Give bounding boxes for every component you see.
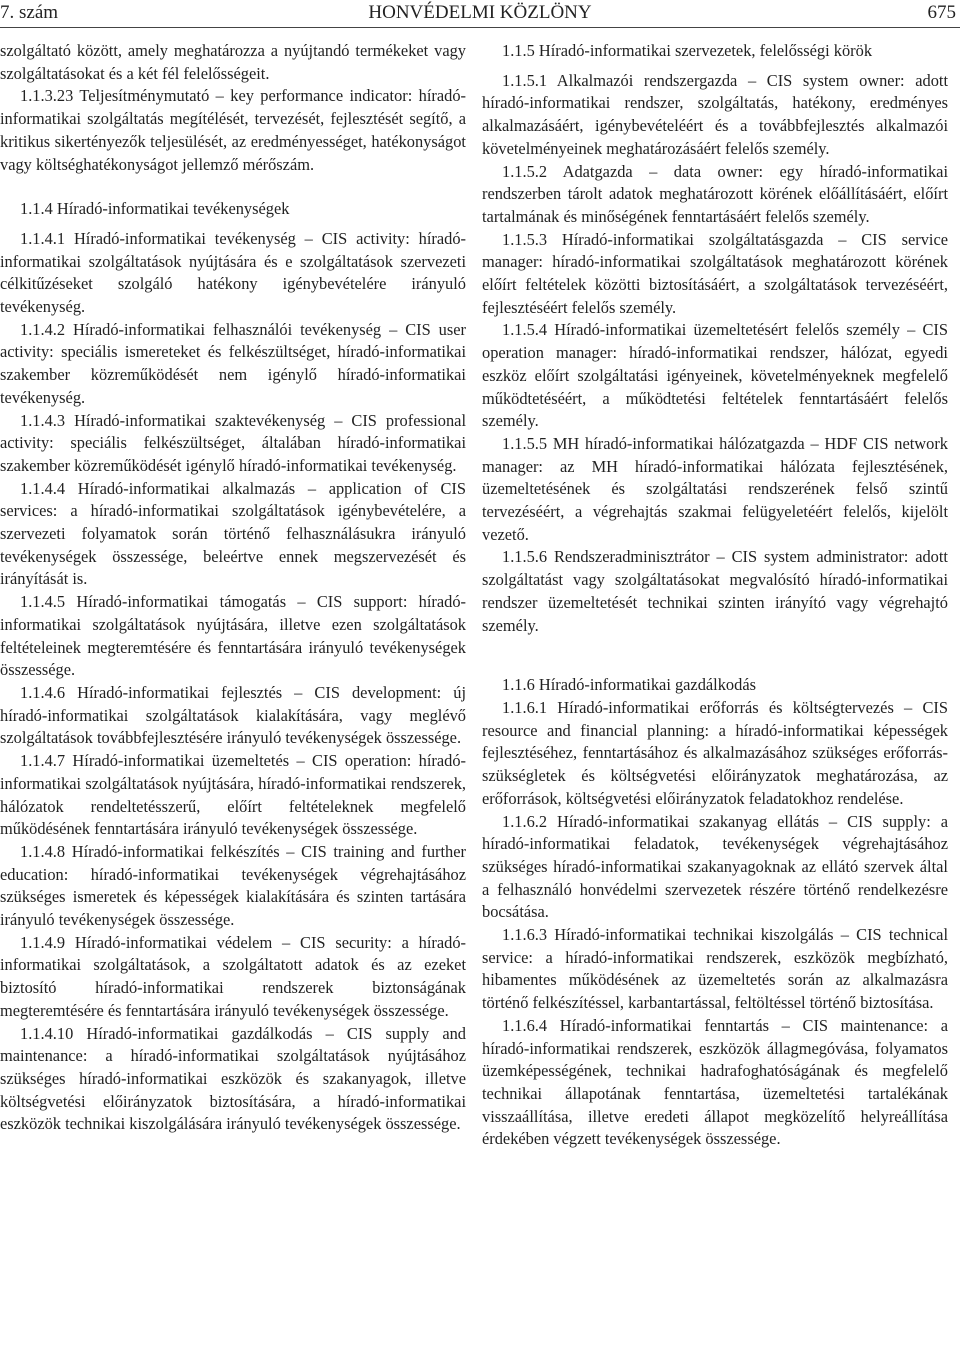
paragraph-1-1-5-4: 1.1.5.4 Híradó-informatikai üzemeltetésért felelős személy – CIS operation manager: híradó-informatikai rendszer, hálózat, egyedi eszköz előírt szolgáltatási igényeinek, követelményeknek megfelelő működtetéséért, a működtetési feltételek fenntartásáért felelős személy. [482,320,948,431]
section-heading-1-1-5: 1.1.5 Híradó-informatikai szervezetek, felelősségi körök [502,41,873,60]
paragraph-1-1-4-7: 1.1.4.7 Híradó-informatikai üzemeltetés – CIS operation: híradó-informatikai szolgáltatások nyújtására, híradó-informatikai rendszerek, hálózatok rendeltetésszerű, előírt feltételeknek megfelelő működésének fenntartására irányuló tevékenységek összessége. [0,751,466,839]
paragraph-1-1-5-1: 1.1.5.1 Alkalmazói rendszergazda – CIS system owner: adott híradó-informatikai rendszer, szolgáltatás, hatékony, eredményes alkalmazásáért, igénybevételéért és a továbbfejlesztés alkalmazói követelményeinek meghatározásáért felelős személy. [482,70,948,158]
paragraph-1-1-4-3: 1.1.4.3 Híradó-informatikai szaktevékenység – CIS professional activity: speciális felkészültséget, általában híradó-informatikai szakember közreműködését igénylő híradó-informatikai tevékenység. [0,410,466,475]
publication-title: HONVÉDELMI KÖZLÖNY [368,2,592,23]
paragraph-1-1-4-5: 1.1.4.5 Híradó-informatikai támogatás – CIS support: híradó-informatikai szolgáltatások nyújtására, illetve ezen szolgáltatások feltételeinek megteremtésére és fenntartására irányuló tevékenységek összessége. [0,592,466,680]
left-column [0,40,466,1136]
paragraph-1-1-4-2: 1.1.4.2 Híradó-informatikai felhasználói tevékenység – CIS user activity: speciális ismereteket és felkészültséget, híradó-informatikai szakember közreműködését nem igénylő híradó-informatikai tevékenység. [0,319,466,407]
paragraph-1-1-4-1: 1.1.4.1 Híradó-informatikai tevékenység – CIS activity: híradó-informatikai szolgáltatások nyújtására és e szolgáltatások szervezeti célkitűzéseket szolgáló hatékony igénybevételére irányuló tevékenység. [0,228,466,317]
paragraph-1-1-4-6: 1.1.4.6 Híradó-informatikai fejlesztés – CIS development: új híradó-informatikai szolgáltatások kialakítására, vagy meglévő szolgáltatások továbbfejlesztésére irányuló tevékenységek összessége. [0,682,466,748]
paragraph-1-1-3-23: 1.1.3.23 Teljesítménymutató – key performance indicator: híradó-informatikai szolgáltatás megítélését, tervezését, fejlesztését segítő, a kritikus sikertényezők teljesülését, az eredményességet, hatékonyságot vagy költséghatékonyságot jellemző mérőszám. [0,86,466,174]
paragraph-1-1-5-3: 1.1.5.3 Híradó-informatikai szolgáltatásgazda – CIS service manager: híradó-informatikai szolgáltatások meghatározott körének előírt feltételek közötti biztosításáért, a szolgáltatások tervezéséért, fejlesztéséért felelős személy. [482,229,948,317]
paragraph-1-1-5-5: 1.1.5.5 MH híradó-informatikai hálózatgazda – HDF CIS network manager: az MH híradó-informatikai hálózata fejlesztésének, üzemeltetésének és szolgáltatási rendszerének felső szintű tervezéséért, a végrehajtás szakmai felügyeletéért felelős, kijelölt vezető. [482,433,948,544]
header-rule [0,27,960,28]
section-heading-1-1-4: 1.1.4 Híradó-informatikai tevékenységek [20,199,290,219]
paragraph-1-1-6-4: 1.1.6.4 Híradó-informatikai fenntartás – CIS maintenance: a híradó-informatikai rendszerek, eszközök állagmegóvása, folyamatos üzemképességének, technikai hadrafoghatóságának és megfelelő technikai állapotának fenntartása, üzemeltetési tartalékának visszaállítása, illetve eredeti állapot megközelítő helyreállítása érdekében végzett tevékenységek összessége. [482,1015,948,1149]
page-header [0,0,960,26]
paragraph-1-1-5-6: 1.1.5.6 Rendszeradminisztrátor – CIS system administrator: adott szolgáltatást vagy szolgáltatásokat megvalósító híradó-informatikai rendszer üzemeltetését technikai szinten irányító vagy végrehajtó személy. [482,547,948,635]
paragraph-1-1-6-2: 1.1.6.2 Híradó-informatikai szakanyag ellátás – CIS supply: a híradó-informatikai feladatok, tevékenységek végrehajtásához szükséges híradó-informatikai szakanyagoknak az ellátó szervek által a felhasználó honvédelmi szervezetek részére történő rendelkezésre bocsátása. [482,811,948,922]
paragraph-1-1-4-10: 1.1.4.10 Híradó-informatikai gazdálkodás – CIS supply and maintenance: a híradó-informatikai szolgáltatások nyújtásához szükséges híradó-informatikai eszközök és szakanyagok, illetve költségvetési előirányzatok biztosítására, a híradó-informatikai eszközök technikai kiszolgálására irányuló tevékenységek összessége. [0,1023,466,1134]
paragraph-1-1-6-3: 1.1.6.3 Híradó-informatikai technikai kiszolgálás – CIS technical service: a híradó-informatikai rendszerek, eszközök megbízható, hibamentes működésének az üzemeltetés során az alkalmazásra történő felkészítéssel, karbantartással, feltöltéssel történő biztosítása. [482,925,948,1013]
page-number: 675 [927,2,956,23]
paragraph-1-1-4-4: 1.1.4.4 Híradó-informatikai alkalmazás – application of CIS services: a híradó-informatikai szolgáltatások igénybevételére, a szervezeti folyamatok során történő felhasználásukra irányuló tevékenységek összessége, beleértve ennek megszervezését és irányítását is. [0,478,466,589]
paragraph-continuation: szolgáltató között, amely meghatározza a nyújtandó termékeket vagy szolgáltatásokat és a két fél felelősségeit. [0,41,466,83]
issue-number: 7. szám [0,2,59,23]
paragraph-1-1-4-8: 1.1.4.8 Híradó-informatikai felkészítés – CIS training and further education: híradó-informatikai tevékenységek végrehajtásához szükséges ismeretek és képességek kialakítására és szinten tartására irányuló tevékenységek összessége. [0,841,466,930]
paragraph-1-1-6-1: 1.1.6.1 Híradó-informatikai erőforrás és költségtervezés – CIS resource and financial planning: a híradó-informatikai képességek fejlesztéséhez, fenntartásához és alkalmazásához szükséges erőforrás-szükségletek és költségvetési előirányzatok meghatározása, az erőforrások, költségvetési előirányzatok feladatokhoz rendelése. [482,697,948,808]
paragraph-1-1-4-9: 1.1.4.9 Híradó-informatikai védelem – CIS security: a híradó-informatikai szolgáltatások, a szolgáltatott adatok és az ezeket biztosító híradó-informatikai rendszerek biztonságának megteremtésére és fenntartására irányuló tevékenységek összessége. [0,932,466,1020]
section-heading-1-1-6: 1.1.6 Híradó-informatikai gazdálkodás [502,675,756,695]
right-column [482,40,948,1151]
paragraph-1-1-5-2: 1.1.5.2 Adatgazda – data owner: egy híradó-informatikai rendszerben tárolt adatok meghatározott körének előállításáért, előírt tartalmának és minőségének fenntartásáért felelős személy. [482,161,948,226]
